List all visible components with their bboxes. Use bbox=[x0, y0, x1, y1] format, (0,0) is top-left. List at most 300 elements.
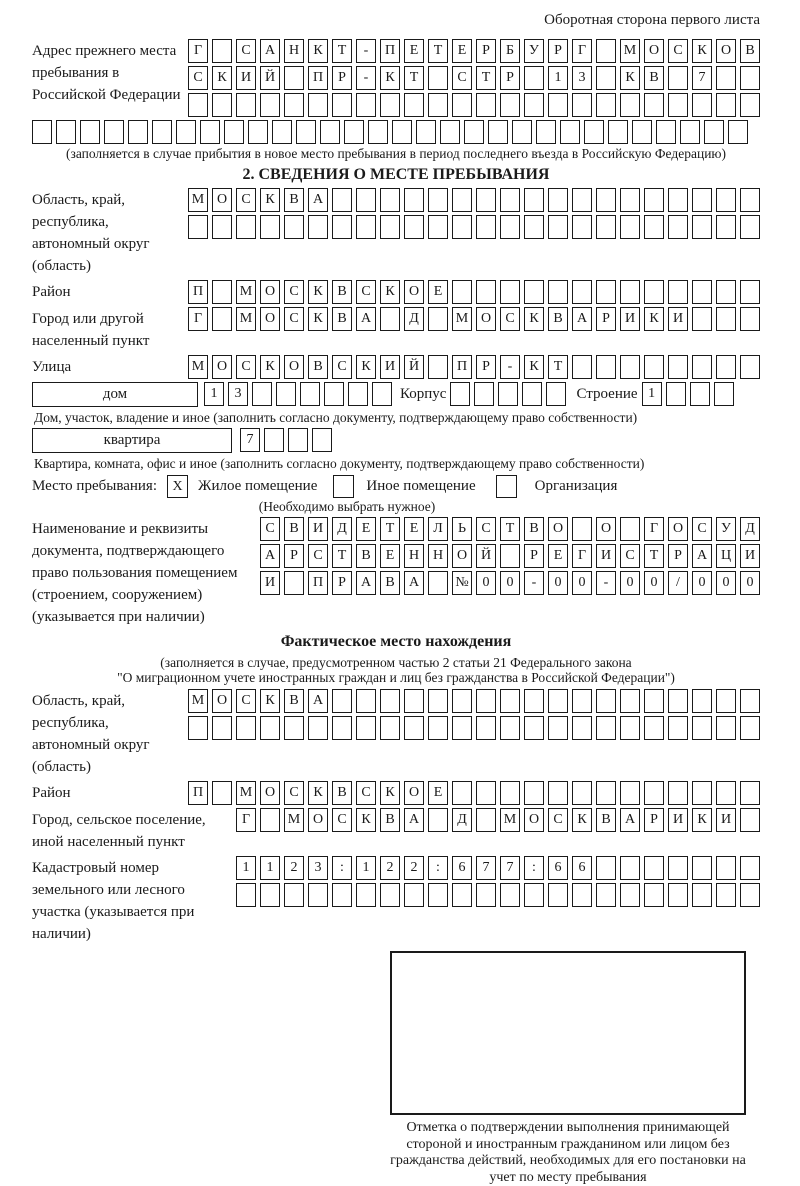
char-box bbox=[692, 689, 712, 713]
char-box: К bbox=[308, 280, 328, 304]
char-box: 6 bbox=[452, 856, 472, 880]
char-box bbox=[644, 883, 664, 907]
apartment-box: квартира bbox=[32, 428, 232, 453]
char-box bbox=[668, 883, 688, 907]
char-box bbox=[572, 517, 592, 541]
document-row-3 bbox=[260, 571, 760, 595]
char-box bbox=[668, 781, 688, 805]
char-box: 3 bbox=[572, 66, 592, 90]
char-box bbox=[740, 66, 760, 90]
char-box bbox=[668, 215, 688, 239]
char-box bbox=[272, 120, 292, 144]
char-box: А bbox=[308, 188, 328, 212]
char-box bbox=[692, 215, 712, 239]
char-box: С bbox=[284, 307, 304, 331]
char-box: 2 bbox=[404, 856, 424, 880]
char-box bbox=[644, 188, 664, 212]
char-box: С bbox=[332, 355, 352, 379]
fact-note-2: "О миграционном учете иностранных граждан и лиц без гражданства в Российской Федерации") bbox=[117, 670, 675, 685]
char-box bbox=[692, 280, 712, 304]
rayon-block bbox=[32, 280, 760, 304]
char-box: Н bbox=[284, 39, 304, 63]
char-box bbox=[404, 883, 424, 907]
char-box bbox=[548, 188, 568, 212]
char-box bbox=[452, 781, 472, 805]
char-box: А bbox=[572, 307, 592, 331]
char-box bbox=[498, 382, 518, 406]
city-block bbox=[32, 307, 760, 352]
char-box bbox=[380, 689, 400, 713]
char-box bbox=[596, 66, 616, 90]
char-box bbox=[596, 856, 616, 880]
oblast-row-2 bbox=[188, 215, 760, 239]
cadastre-row-1 bbox=[236, 856, 760, 880]
char-box bbox=[596, 689, 616, 713]
fact-oblast-row-1 bbox=[188, 689, 760, 713]
char-box bbox=[212, 280, 232, 304]
stay-type-block bbox=[32, 474, 760, 498]
house-number-cells bbox=[204, 382, 392, 406]
char-box bbox=[428, 808, 448, 832]
char-box bbox=[500, 188, 520, 212]
char-box: 0 bbox=[500, 571, 520, 595]
char-box: М bbox=[188, 355, 208, 379]
char-box bbox=[452, 883, 472, 907]
rayon-row bbox=[188, 280, 760, 304]
house-box: дом bbox=[32, 382, 198, 407]
char-box bbox=[572, 355, 592, 379]
char-box: 3 bbox=[228, 382, 248, 406]
char-box bbox=[716, 355, 736, 379]
stamp-box bbox=[390, 951, 746, 1115]
char-box: Д bbox=[332, 517, 352, 541]
prev-address-label: Адрес прежнего места пребывания в Российской Федерации bbox=[32, 43, 181, 103]
char-box: Н bbox=[404, 544, 424, 568]
char-box bbox=[620, 355, 640, 379]
oblast-block bbox=[32, 188, 760, 277]
char-box: С bbox=[500, 307, 520, 331]
char-box: М bbox=[236, 781, 256, 805]
cadastre-label: Кадастровый номер земельного или лесного участка (указывается при наличии) bbox=[32, 860, 195, 942]
char-box: С bbox=[668, 39, 688, 63]
char-box bbox=[668, 66, 688, 90]
char-box bbox=[308, 215, 328, 239]
char-box bbox=[572, 883, 592, 907]
char-box bbox=[368, 120, 388, 144]
apartment-note: Квартира, комната, офис и иное (заполнить согласно документу, подтверждающему право собственности) bbox=[34, 456, 645, 471]
char-box: И bbox=[236, 66, 256, 90]
char-box: С bbox=[452, 66, 472, 90]
char-box bbox=[740, 307, 760, 331]
char-box: - bbox=[356, 39, 376, 63]
char-box: О bbox=[404, 280, 424, 304]
char-box bbox=[692, 716, 712, 740]
char-box: : bbox=[524, 856, 544, 880]
char-box bbox=[668, 355, 688, 379]
section2-title: 2. СВЕДЕНИЯ О МЕСТЕ ПРЕБЫВАНИЯ bbox=[242, 166, 550, 183]
char-box bbox=[348, 382, 368, 406]
fact-rayon-label: Район bbox=[32, 785, 71, 801]
char-box bbox=[572, 280, 592, 304]
char-box: 0 bbox=[716, 571, 736, 595]
char-box: 7 bbox=[500, 856, 520, 880]
char-box bbox=[704, 120, 724, 144]
char-box bbox=[548, 781, 568, 805]
char-box: К bbox=[620, 66, 640, 90]
char-box bbox=[572, 781, 592, 805]
char-box bbox=[284, 215, 304, 239]
char-box: А bbox=[260, 544, 280, 568]
prev-address-row-1 bbox=[188, 39, 760, 63]
char-box bbox=[404, 716, 424, 740]
char-box bbox=[716, 188, 736, 212]
char-box bbox=[668, 716, 688, 740]
char-box bbox=[692, 93, 712, 117]
char-box: 7 bbox=[476, 856, 496, 880]
prev-address-block bbox=[32, 39, 760, 117]
char-box: С bbox=[188, 66, 208, 90]
char-box: К bbox=[524, 307, 544, 331]
char-box bbox=[524, 781, 544, 805]
char-box: К bbox=[692, 808, 712, 832]
char-box bbox=[716, 781, 736, 805]
char-box bbox=[692, 188, 712, 212]
char-box: О bbox=[404, 781, 424, 805]
char-box: Т bbox=[332, 39, 352, 63]
char-box: В bbox=[284, 188, 304, 212]
street-row bbox=[188, 355, 760, 379]
char-box bbox=[500, 544, 520, 568]
cadastre-rows bbox=[236, 856, 760, 907]
char-box bbox=[644, 716, 664, 740]
char-box bbox=[716, 280, 736, 304]
char-box: № bbox=[452, 571, 472, 595]
fact-oblast-rows bbox=[188, 689, 760, 740]
char-box bbox=[356, 93, 376, 117]
char-box: С bbox=[620, 544, 640, 568]
char-box: С bbox=[476, 517, 496, 541]
char-box: С bbox=[260, 517, 280, 541]
cadastre-block bbox=[32, 856, 760, 945]
char-box: Р bbox=[476, 355, 496, 379]
char-box bbox=[428, 716, 448, 740]
char-box bbox=[476, 93, 496, 117]
char-box bbox=[440, 120, 460, 144]
char-box bbox=[488, 120, 508, 144]
char-box: К bbox=[380, 280, 400, 304]
char-box bbox=[584, 120, 604, 144]
char-box: Й bbox=[476, 544, 496, 568]
char-box bbox=[476, 188, 496, 212]
char-box: - bbox=[500, 355, 520, 379]
char-box: Л bbox=[428, 517, 448, 541]
prev-address-row-3 bbox=[188, 93, 760, 117]
char-box: : bbox=[332, 856, 352, 880]
char-box: В bbox=[284, 517, 304, 541]
char-box bbox=[428, 188, 448, 212]
char-box bbox=[80, 120, 100, 144]
char-box bbox=[248, 120, 268, 144]
char-box bbox=[176, 120, 196, 144]
char-box: 1 bbox=[260, 856, 280, 880]
char-box bbox=[392, 120, 412, 144]
document-row-2 bbox=[260, 544, 760, 568]
char-box bbox=[332, 883, 352, 907]
char-box: К bbox=[308, 781, 328, 805]
char-box: Б bbox=[500, 39, 520, 63]
house-block bbox=[32, 382, 760, 407]
char-box bbox=[404, 689, 424, 713]
char-box: О bbox=[548, 517, 568, 541]
char-box bbox=[452, 716, 472, 740]
char-box bbox=[668, 188, 688, 212]
char-box bbox=[104, 120, 124, 144]
char-box bbox=[252, 382, 272, 406]
char-box: Р bbox=[500, 66, 520, 90]
char-box bbox=[260, 808, 280, 832]
char-box: В bbox=[740, 39, 760, 63]
char-box: К bbox=[212, 66, 232, 90]
char-box bbox=[452, 215, 472, 239]
char-box bbox=[212, 307, 232, 331]
char-box: А bbox=[620, 808, 640, 832]
char-box: Р bbox=[332, 571, 352, 595]
fact-city-label: Город, сельское поселение, иной населенный пункт bbox=[32, 812, 206, 850]
char-box bbox=[572, 215, 592, 239]
char-box bbox=[260, 716, 280, 740]
stamp-area bbox=[382, 951, 754, 1186]
char-box: К bbox=[260, 188, 280, 212]
char-box bbox=[404, 215, 424, 239]
char-box bbox=[212, 215, 232, 239]
char-box bbox=[56, 120, 76, 144]
char-box: С bbox=[332, 808, 352, 832]
char-box bbox=[572, 188, 592, 212]
char-box: 6 bbox=[572, 856, 592, 880]
char-box: К bbox=[644, 307, 664, 331]
char-box bbox=[596, 280, 616, 304]
char-box bbox=[428, 307, 448, 331]
char-box: Е bbox=[404, 39, 424, 63]
char-box: А bbox=[692, 544, 712, 568]
fact-oblast-label: Область, край, республика, автономный округ (область) bbox=[32, 693, 150, 775]
char-box bbox=[212, 39, 232, 63]
char-box: 1 bbox=[642, 382, 662, 406]
char-box: П bbox=[380, 39, 400, 63]
char-box: К bbox=[380, 66, 400, 90]
char-box: - bbox=[524, 571, 544, 595]
char-box: Р bbox=[668, 544, 688, 568]
char-box bbox=[188, 215, 208, 239]
char-box bbox=[740, 689, 760, 713]
char-box bbox=[680, 120, 700, 144]
char-box: С bbox=[548, 808, 568, 832]
char-box: В bbox=[380, 808, 400, 832]
rayon-label: Район bbox=[32, 284, 71, 300]
city-row bbox=[188, 307, 760, 331]
char-box bbox=[300, 382, 320, 406]
char-box bbox=[632, 120, 652, 144]
char-box bbox=[596, 716, 616, 740]
char-box: А bbox=[404, 808, 424, 832]
char-box bbox=[740, 188, 760, 212]
char-box bbox=[356, 689, 376, 713]
fact-city-row bbox=[236, 808, 760, 832]
char-box bbox=[284, 883, 304, 907]
char-box bbox=[284, 716, 304, 740]
char-box bbox=[644, 280, 664, 304]
char-box bbox=[452, 93, 472, 117]
char-box: С bbox=[236, 689, 256, 713]
char-box: С bbox=[692, 517, 712, 541]
korpus-label: Корпус bbox=[400, 386, 447, 402]
char-box: К bbox=[308, 307, 328, 331]
char-box bbox=[620, 689, 640, 713]
char-box bbox=[524, 188, 544, 212]
char-box: С bbox=[284, 781, 304, 805]
char-box: С bbox=[356, 781, 376, 805]
char-box bbox=[572, 716, 592, 740]
char-box: М bbox=[236, 307, 256, 331]
char-box: К bbox=[572, 808, 592, 832]
char-box: А bbox=[404, 571, 424, 595]
char-box: П bbox=[452, 355, 472, 379]
char-box bbox=[524, 689, 544, 713]
char-box bbox=[284, 93, 304, 117]
char-box bbox=[188, 93, 208, 117]
char-box: О bbox=[260, 781, 280, 805]
char-box: П bbox=[188, 781, 208, 805]
char-box: К bbox=[692, 39, 712, 63]
street-block bbox=[32, 355, 760, 379]
char-box: И bbox=[668, 808, 688, 832]
char-box bbox=[668, 689, 688, 713]
char-box: 1 bbox=[548, 66, 568, 90]
char-box: С bbox=[236, 355, 256, 379]
char-box: Е bbox=[428, 280, 448, 304]
char-box: И bbox=[596, 544, 616, 568]
char-box: 3 bbox=[308, 856, 328, 880]
char-box bbox=[500, 93, 520, 117]
char-box bbox=[476, 215, 496, 239]
char-box: О bbox=[212, 188, 232, 212]
char-box: 2 bbox=[380, 856, 400, 880]
char-box: И bbox=[620, 307, 640, 331]
char-box: М bbox=[452, 307, 472, 331]
char-box: - bbox=[356, 66, 376, 90]
stay-type-option-other: Иное помещение bbox=[366, 478, 476, 494]
char-box bbox=[668, 856, 688, 880]
char-box: В bbox=[380, 571, 400, 595]
char-box bbox=[548, 280, 568, 304]
apartment-block bbox=[32, 428, 760, 453]
char-box: И bbox=[716, 808, 736, 832]
char-box bbox=[428, 355, 448, 379]
char-box bbox=[524, 280, 544, 304]
char-box: Й bbox=[260, 66, 280, 90]
oblast-rows bbox=[188, 188, 760, 239]
char-box: У bbox=[716, 517, 736, 541]
char-box: Й bbox=[404, 355, 424, 379]
char-box bbox=[644, 689, 664, 713]
char-box bbox=[548, 215, 568, 239]
char-box bbox=[740, 781, 760, 805]
char-box bbox=[548, 883, 568, 907]
char-box bbox=[224, 120, 244, 144]
char-box bbox=[312, 428, 332, 452]
stay-type-label: Место пребывания: bbox=[32, 478, 157, 494]
street-label: Улица bbox=[32, 359, 72, 375]
fact-note-1: (заполняется в случае, предусмотренном частью 2 статьи 21 Федерального закона bbox=[160, 655, 632, 670]
char-box: К bbox=[356, 808, 376, 832]
char-box bbox=[260, 215, 280, 239]
char-box: В bbox=[284, 689, 304, 713]
char-box bbox=[522, 382, 542, 406]
char-box: Т bbox=[428, 39, 448, 63]
char-box: Е bbox=[380, 544, 400, 568]
char-box: Г bbox=[188, 39, 208, 63]
char-box bbox=[474, 382, 494, 406]
char-box: О bbox=[260, 280, 280, 304]
char-box: Т bbox=[404, 66, 424, 90]
char-box: О bbox=[308, 808, 328, 832]
char-box: О bbox=[452, 544, 472, 568]
char-box bbox=[656, 120, 676, 144]
char-box: Т bbox=[380, 517, 400, 541]
document-block bbox=[32, 517, 760, 628]
char-box bbox=[740, 215, 760, 239]
char-box: 2 bbox=[284, 856, 304, 880]
char-box bbox=[308, 883, 328, 907]
char-box bbox=[740, 93, 760, 117]
document-rows bbox=[260, 517, 760, 595]
char-box: 1 bbox=[356, 856, 376, 880]
char-box: И bbox=[308, 517, 328, 541]
char-box bbox=[740, 856, 760, 880]
char-box: К bbox=[260, 355, 280, 379]
char-box: Е bbox=[452, 39, 472, 63]
char-box bbox=[716, 716, 736, 740]
stay-type-checkbox-organization bbox=[496, 475, 517, 498]
char-box: Р bbox=[524, 544, 544, 568]
char-box bbox=[32, 120, 52, 144]
char-box bbox=[356, 188, 376, 212]
char-box: О bbox=[644, 39, 664, 63]
char-box bbox=[546, 382, 566, 406]
char-box bbox=[476, 781, 496, 805]
char-box bbox=[620, 188, 640, 212]
char-box bbox=[476, 689, 496, 713]
char-box bbox=[608, 120, 628, 144]
char-box: С bbox=[356, 280, 376, 304]
char-box: К bbox=[380, 781, 400, 805]
char-box bbox=[236, 716, 256, 740]
char-box: И bbox=[380, 355, 400, 379]
char-box bbox=[716, 689, 736, 713]
char-box: В bbox=[644, 66, 664, 90]
char-box: П bbox=[308, 66, 328, 90]
char-box bbox=[380, 215, 400, 239]
char-box: О bbox=[524, 808, 544, 832]
char-box bbox=[740, 716, 760, 740]
char-box bbox=[500, 716, 520, 740]
char-box bbox=[236, 883, 256, 907]
fact-city-block bbox=[32, 808, 760, 853]
fact-rayon-block bbox=[32, 781, 760, 805]
char-box bbox=[620, 280, 640, 304]
char-box bbox=[524, 66, 544, 90]
char-box: 6 bbox=[548, 856, 568, 880]
